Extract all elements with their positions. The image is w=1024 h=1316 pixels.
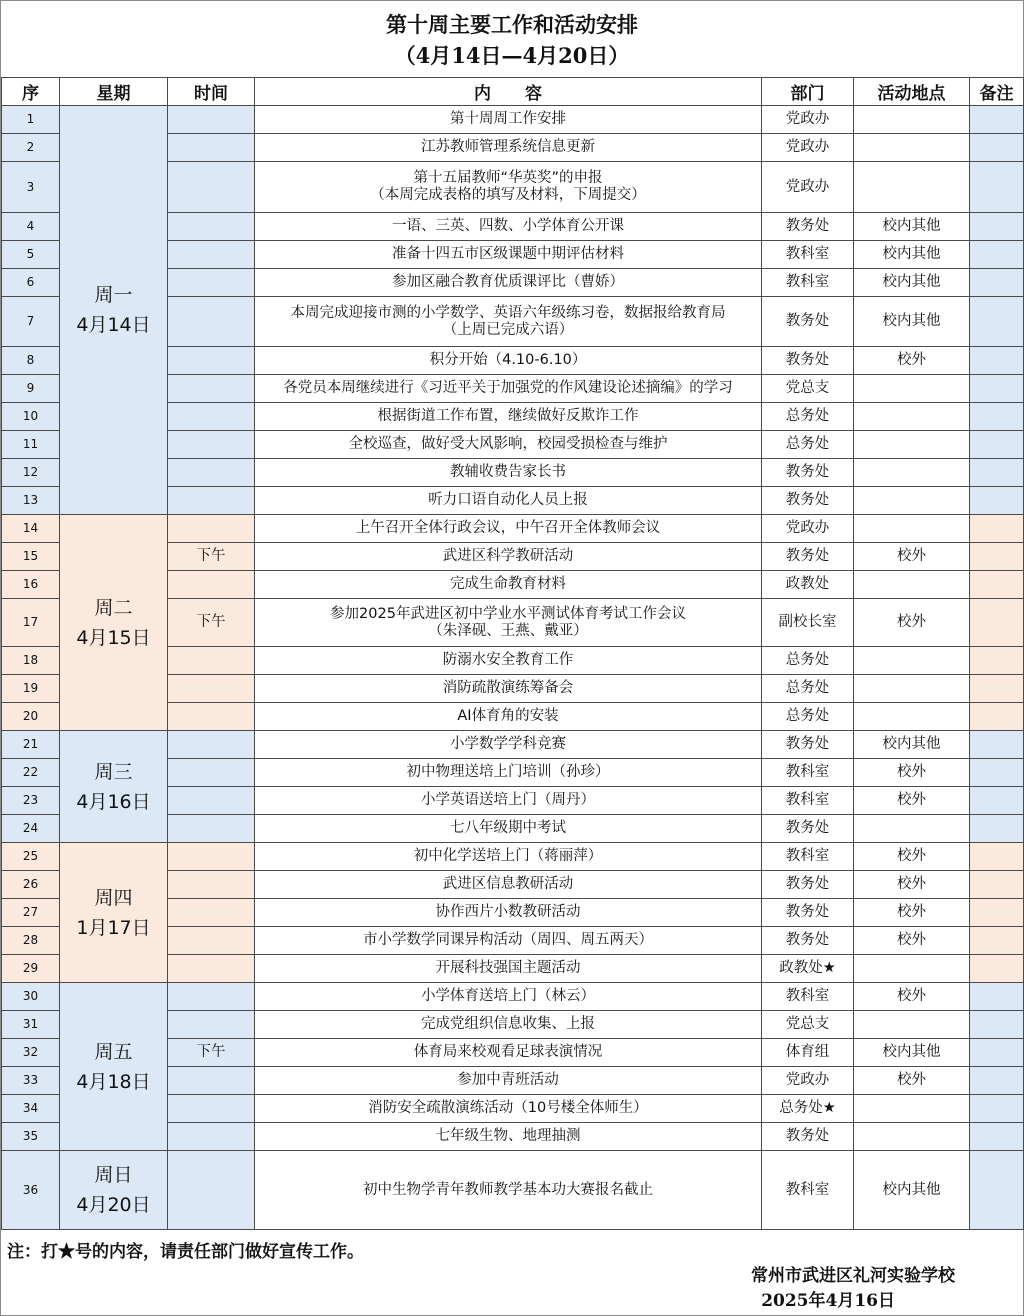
row-dept: 体育组 [762, 1039, 854, 1067]
row-time [168, 675, 255, 703]
row-seq: 7 [2, 297, 60, 347]
row-time: 下午 [168, 599, 255, 647]
row-dept: 教务处 [762, 213, 854, 241]
row-place: 校内其他 [854, 213, 970, 241]
row-content [255, 347, 762, 375]
row-place [854, 162, 970, 213]
row-content [255, 731, 762, 759]
row-place: 校内其他 [854, 297, 970, 347]
row-time [168, 459, 255, 487]
row-place: 校内其他 [854, 1151, 970, 1230]
table-header-row [2, 78, 1024, 106]
row-seq: 17 [2, 599, 60, 647]
header-note: 备注 [970, 78, 1024, 106]
row-note [970, 347, 1024, 375]
row-content-line: 教辅收费告家长书 [450, 464, 566, 480]
row-seq: 29 [2, 955, 60, 983]
weekday-label: 周五 [94, 1040, 133, 1063]
row-dept: 教务处 [762, 1123, 854, 1151]
weekday-cell [60, 843, 168, 983]
row-seq: 23 [2, 787, 60, 815]
row-note [970, 843, 1024, 871]
row-content-line: 七八年级期中考试 [450, 820, 566, 836]
row-seq: 33 [2, 1067, 60, 1095]
row-note [970, 134, 1024, 162]
schedule-body [2, 106, 1024, 1230]
row-time [168, 403, 255, 431]
row-place [854, 571, 970, 599]
row-place [854, 1123, 970, 1151]
row-time [168, 731, 255, 759]
row-content-line: 江苏教师管理系统信息更新 [421, 139, 595, 155]
row-note [970, 403, 1024, 431]
row-content-line: 协作西片小数教研活动 [435, 904, 581, 920]
row-note [970, 571, 1024, 599]
row-dept: 党总支 [762, 1011, 854, 1039]
weekday-label: 周四 [94, 886, 133, 909]
row-content [255, 213, 762, 241]
row-seq: 28 [2, 927, 60, 955]
row-seq: 27 [2, 899, 60, 927]
row-content [255, 1039, 762, 1067]
row-dept: 党政办 [762, 162, 854, 213]
row-seq: 1 [2, 106, 60, 134]
row-content [255, 955, 762, 983]
row-time [168, 927, 255, 955]
row-note [970, 703, 1024, 731]
row-dept: 教科室 [762, 787, 854, 815]
row-time [168, 815, 255, 843]
row-place [854, 515, 970, 543]
row-dept: 总务处 [762, 675, 854, 703]
row-note [970, 1011, 1024, 1039]
page-title: 第十周主要工作和活动安排 [386, 12, 638, 37]
row-time [168, 375, 255, 403]
row-dept: 政教处★ [762, 955, 854, 983]
row-note [970, 787, 1024, 815]
row-place [854, 487, 970, 515]
weekday-cell [60, 1151, 168, 1230]
row-seq: 8 [2, 347, 60, 375]
row-note [970, 1151, 1024, 1230]
row-time [168, 241, 255, 269]
row-note [970, 955, 1024, 983]
row-place: 校外 [854, 543, 970, 571]
row-content [255, 241, 762, 269]
row-content-line: 一语、三英、四数、小学体育公开课 [392, 218, 624, 234]
row-time [168, 1151, 255, 1230]
row-time [168, 515, 255, 543]
school-signature: 常州市武进区礼河实验学校 [751, 1266, 955, 1286]
row-place: 校外 [854, 899, 970, 927]
row-content-line: 各党员本周继续进行《习近平关于加强党的作风建设论述摘编》的学习 [283, 380, 733, 396]
row-dept: 教科室 [762, 1151, 854, 1230]
row-dept: 党政办 [762, 515, 854, 543]
table-row [2, 106, 1024, 134]
row-dept: 教务处 [762, 297, 854, 347]
row-time [168, 787, 255, 815]
table-row [2, 1151, 1024, 1230]
row-dept: 总务处 [762, 703, 854, 731]
weekday-cell [60, 983, 168, 1151]
row-content [255, 787, 762, 815]
row-note [970, 487, 1024, 515]
table-row [2, 515, 1024, 543]
row-content-line: 小学英语送培上门（周丹） [421, 792, 595, 808]
row-dept: 教务处 [762, 459, 854, 487]
row-content-line-2: （本周完成表格的填写及材料，下周提交） [370, 187, 646, 203]
weekday-label: 周三 [94, 760, 133, 783]
weekday-cell [60, 515, 168, 731]
row-place [854, 955, 970, 983]
row-seq: 14 [2, 515, 60, 543]
row-note [970, 647, 1024, 675]
row-seq: 34 [2, 1095, 60, 1123]
row-time [168, 955, 255, 983]
signature-date: 2025年4月16日 [761, 1291, 895, 1311]
row-note [970, 431, 1024, 459]
row-place [854, 459, 970, 487]
row-dept: 教科室 [762, 983, 854, 1011]
row-content [255, 1011, 762, 1039]
row-content [255, 599, 762, 647]
row-content [255, 1151, 762, 1230]
row-seq: 31 [2, 1011, 60, 1039]
row-note [970, 241, 1024, 269]
row-content [255, 375, 762, 403]
row-dept: 政教处 [762, 571, 854, 599]
row-content [255, 106, 762, 134]
row-seq: 16 [2, 571, 60, 599]
weekday-label: 周一 [94, 284, 133, 306]
row-seq: 4 [2, 213, 60, 241]
row-time [168, 647, 255, 675]
row-content-line: 小学体育送培上门（林云） [421, 988, 595, 1004]
row-time [168, 297, 255, 347]
row-content [255, 269, 762, 297]
row-note [970, 162, 1024, 213]
row-time [168, 871, 255, 899]
row-note [970, 815, 1024, 843]
row-content [255, 927, 762, 955]
header-time: 时间 [168, 78, 255, 106]
row-seq: 15 [2, 543, 60, 571]
row-content-line: 开展科技强国主题活动 [435, 960, 581, 976]
row-seq: 35 [2, 1123, 60, 1151]
row-content [255, 162, 762, 213]
row-time [168, 703, 255, 731]
row-place: 校外 [854, 599, 970, 647]
header-seq: 序 [2, 78, 60, 106]
row-note [970, 297, 1024, 347]
header-content: 内 容 [255, 78, 762, 106]
row-time [168, 213, 255, 241]
row-time [168, 347, 255, 375]
row-content [255, 1123, 762, 1151]
row-note [970, 927, 1024, 955]
weekday-date: 1月17日 [76, 916, 151, 939]
row-content-line: 全校巡查，做好受大风影响，校园受损检查与维护 [348, 436, 668, 452]
row-content [255, 1067, 762, 1095]
row-place: 校外 [854, 871, 970, 899]
row-content [255, 134, 762, 162]
row-seq: 5 [2, 241, 60, 269]
row-content [255, 983, 762, 1011]
header-dept: 部门 [762, 78, 854, 106]
row-content-line: 参加中青班活动 [457, 1072, 559, 1088]
row-note [970, 1123, 1024, 1151]
row-content-line: 根据街道工作布置，继续做好反欺诈工作 [377, 408, 639, 424]
row-content-line: 小学数学学科竞赛 [450, 736, 566, 752]
row-seq: 26 [2, 871, 60, 899]
row-seq: 18 [2, 647, 60, 675]
row-dept: 总务处★ [762, 1095, 854, 1123]
row-note [970, 106, 1024, 134]
row-place [854, 431, 970, 459]
row-note [970, 731, 1024, 759]
row-time [168, 162, 255, 213]
row-seq: 12 [2, 459, 60, 487]
row-seq: 20 [2, 703, 60, 731]
row-time [168, 1067, 255, 1095]
row-dept: 教务处 [762, 543, 854, 571]
row-content-line: 上午召开全体行政会议，中午召开全体教师会议 [355, 520, 661, 536]
row-seq: 30 [2, 983, 60, 1011]
row-content-line: 初中生物学青年教师教学基本功大赛报名截止 [363, 1181, 653, 1198]
row-seq: 13 [2, 487, 60, 515]
row-content-line: 第十周周工作安排 [450, 111, 566, 127]
row-dept: 总务处 [762, 431, 854, 459]
row-dept: 副校长室 [762, 599, 854, 647]
row-content [255, 543, 762, 571]
row-time [168, 1095, 255, 1123]
row-place: 校外 [854, 787, 970, 815]
table-row [2, 843, 1024, 871]
row-dept: 教科室 [762, 269, 854, 297]
row-time [168, 269, 255, 297]
row-time [168, 759, 255, 787]
row-content-line: AI体育角的安装 [457, 708, 559, 724]
weekday-date: 4月16日 [76, 790, 151, 813]
row-time [168, 843, 255, 871]
row-place: 校内其他 [854, 731, 970, 759]
row-content-line: 初中物理送培上门培训（孙珍） [406, 764, 610, 780]
row-note [970, 1095, 1024, 1123]
row-note [970, 213, 1024, 241]
row-content-line: 完成党组织信息收集、上报 [421, 1016, 595, 1032]
row-content [255, 297, 762, 347]
row-content-line: 本周完成迎接市测的小学数学、英语六年级练习卷，数据报给教育局 [290, 304, 726, 321]
row-dept: 教务处 [762, 347, 854, 375]
row-dept: 党政办 [762, 134, 854, 162]
row-seq: 19 [2, 675, 60, 703]
row-seq: 21 [2, 731, 60, 759]
row-dept: 党政办 [762, 1067, 854, 1095]
weekday-date: 4月20日 [76, 1194, 151, 1216]
row-content [255, 459, 762, 487]
row-content-line: 武进区科学教研活动 [442, 548, 574, 564]
row-content-line: 七年级生物、地理抽测 [435, 1128, 581, 1144]
row-content-line: 第十五届教师“华英奖”的申报 [413, 170, 603, 186]
row-place: 校外 [854, 347, 970, 375]
row-content-line: 听力口语自动化人员上报 [428, 492, 588, 508]
row-note [970, 871, 1024, 899]
row-note [970, 983, 1024, 1011]
row-note [970, 543, 1024, 571]
row-seq: 24 [2, 815, 60, 843]
row-seq: 6 [2, 269, 60, 297]
table-row [2, 983, 1024, 1011]
row-time [168, 1123, 255, 1151]
row-place: 校内其他 [854, 241, 970, 269]
row-dept: 教务处 [762, 487, 854, 515]
weekday-date: 4月15日 [76, 626, 151, 649]
row-note [970, 1067, 1024, 1095]
row-seq: 2 [2, 134, 60, 162]
row-time [168, 431, 255, 459]
row-content [255, 815, 762, 843]
row-dept: 党总支 [762, 375, 854, 403]
row-time: 下午 [168, 543, 255, 571]
row-content-line: 武进区信息教研活动 [442, 876, 574, 892]
row-time [168, 134, 255, 162]
row-content-line: 准备十四五市区级课题中期评估材料 [392, 246, 624, 262]
row-note [970, 675, 1024, 703]
row-place [854, 403, 970, 431]
header-place: 活动地点 [854, 78, 970, 106]
row-content [255, 487, 762, 515]
row-place [854, 815, 970, 843]
row-time [168, 571, 255, 599]
row-note [970, 759, 1024, 787]
row-note [970, 599, 1024, 647]
row-dept: 教务处 [762, 927, 854, 955]
row-seq: 22 [2, 759, 60, 787]
weekday-cell [60, 731, 168, 843]
row-note [970, 1039, 1024, 1067]
row-seq: 11 [2, 431, 60, 459]
row-content [255, 843, 762, 871]
row-content [255, 871, 762, 899]
row-seq: 36 [2, 1151, 60, 1230]
row-dept: 总务处 [762, 647, 854, 675]
schedule-table [1, 77, 1024, 1230]
row-place [854, 703, 970, 731]
row-content [255, 647, 762, 675]
row-content [255, 571, 762, 599]
header-weekday: 星期 [60, 78, 168, 106]
row-place [854, 134, 970, 162]
row-place [854, 375, 970, 403]
row-dept: 总务处 [762, 403, 854, 431]
row-content [255, 703, 762, 731]
row-content-line: 消防安全疏散演练活动（10号楼全体师生） [368, 1100, 648, 1116]
row-place: 校外 [854, 927, 970, 955]
row-place [854, 675, 970, 703]
weekday-date: 4月14日 [76, 314, 151, 336]
row-time [168, 487, 255, 515]
row-note [970, 269, 1024, 297]
page-subtitle: （4月14日—4月20日） [394, 43, 630, 68]
row-note [970, 899, 1024, 927]
row-place: 校外 [854, 1067, 970, 1095]
row-seq: 10 [2, 403, 60, 431]
row-content-line-2: （朱泽砚、王燕、戴亚） [428, 622, 588, 639]
row-content [255, 403, 762, 431]
row-content-line: 完成生命教育材料 [450, 576, 566, 592]
row-note [970, 375, 1024, 403]
row-content-line: 市小学数学同课异构活动（周四、周五两天） [363, 932, 653, 948]
row-dept: 教科室 [762, 843, 854, 871]
weekday-date: 4月18日 [76, 1070, 151, 1093]
row-place [854, 106, 970, 134]
row-place [854, 1011, 970, 1039]
row-seq: 32 [2, 1039, 60, 1067]
row-content [255, 1095, 762, 1123]
row-content-line: 防溺水安全教育工作 [442, 652, 574, 668]
row-time [168, 983, 255, 1011]
row-dept: 教务处 [762, 731, 854, 759]
row-dept: 教科室 [762, 241, 854, 269]
row-content-line: 参加2025年武进区初中学业水平测试体育考试工作会议 [330, 605, 686, 622]
row-content [255, 431, 762, 459]
row-content [255, 899, 762, 927]
row-dept: 教科室 [762, 759, 854, 787]
row-seq: 9 [2, 375, 60, 403]
row-seq: 25 [2, 843, 60, 871]
row-place [854, 647, 970, 675]
row-content [255, 759, 762, 787]
row-content-line: 初中化学送培上门（蒋丽萍） [413, 848, 603, 864]
row-dept: 党政办 [762, 106, 854, 134]
row-place: 校外 [854, 843, 970, 871]
weekday-label: 周二 [94, 596, 133, 619]
weekday-cell [60, 106, 168, 515]
row-content-line: 消防疏散演练筹备会 [442, 680, 574, 696]
row-content-line: 积分开始（4.10-6.10） [429, 352, 587, 368]
row-place: 校内其他 [854, 1039, 970, 1067]
row-time [168, 106, 255, 134]
row-dept: 教务处 [762, 899, 854, 927]
weekday-label: 周日 [94, 1164, 133, 1186]
row-content [255, 675, 762, 703]
row-seq: 3 [2, 162, 60, 213]
row-place: 校内其他 [854, 269, 970, 297]
row-dept: 教务处 [762, 871, 854, 899]
footer-note: 注：打★号的内容，请责任部门做好宣传工作。 [7, 1242, 364, 1262]
row-time: 下午 [168, 1039, 255, 1067]
row-dept: 教务处 [762, 815, 854, 843]
row-content [255, 515, 762, 543]
row-time [168, 1011, 255, 1039]
row-place: 校外 [854, 983, 970, 1011]
row-content-line: 参加区融合教育优质课评比（曹娇） [392, 274, 624, 290]
row-note [970, 459, 1024, 487]
row-time [168, 899, 255, 927]
row-content-line: 体育局来校观看足球表演情况 [413, 1044, 603, 1060]
row-content-line-2: （上周已完成六语） [442, 321, 574, 338]
table-row [2, 731, 1024, 759]
row-note [970, 515, 1024, 543]
row-place: 校外 [854, 759, 970, 787]
row-place [854, 1095, 970, 1123]
